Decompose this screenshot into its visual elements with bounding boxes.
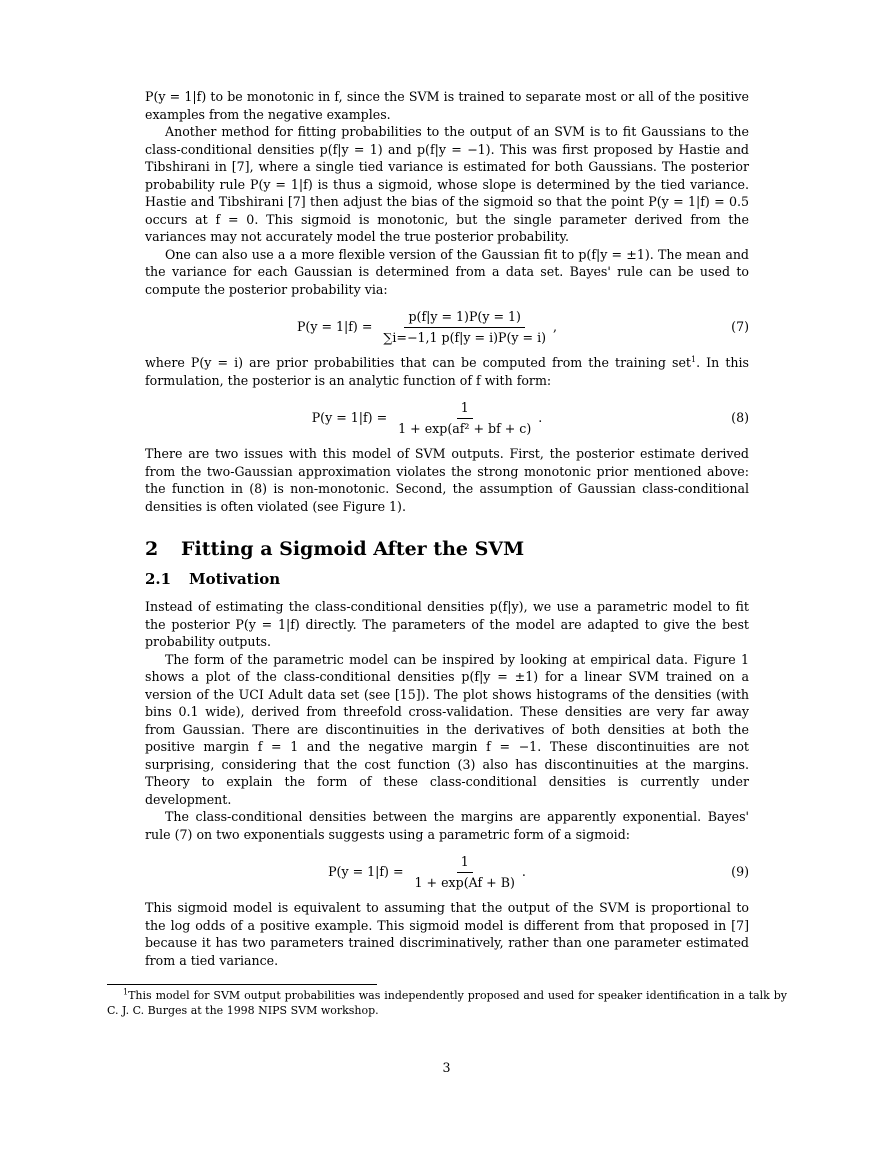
equation-8-numerator: 1 (457, 399, 473, 419)
page-body (145, 88, 749, 969)
equation-7-fraction (379, 308, 550, 346)
equation-8-fraction (394, 399, 535, 437)
equation-8-label: (8) (731, 410, 749, 425)
section-title: Fitting a Sigmoid After the SVM (181, 538, 525, 560)
paragraph-9: This sigmoid model is equivalent to assuming that the output of the SVM is proportional to the log odds of a positive example. This sigmoid model is different from that proposed in [7] because it has two parameters trained discriminatively, rather than one parameter estimated from a tied variance. (145, 900, 749, 968)
section-number: 2 (145, 538, 159, 560)
subsection-title: Motivation (189, 569, 281, 588)
equation-8-denominator: 1 + exp(af² + bf + c) (398, 420, 532, 436)
footnote-rule (107, 984, 377, 985)
page-number: 3 (442, 1060, 451, 1075)
paragraph-4-part-b: . In this formulation, the posterior is an analytic function of f with form: (145, 355, 750, 388)
paragraph-8: The class-conditional densities between the margins are apparently exponential. Bayes' rule (7) on two exponentials suggests using a parametric form of a sigmoid: (145, 809, 749, 842)
equation-9-trail: . (521, 864, 526, 880)
subsection-number: 2.1 (145, 569, 172, 588)
equation-7-numerator: p(f|y = 1)P(y = 1) (404, 308, 524, 328)
footnote-mark: 1 (123, 987, 129, 997)
paragraph-1: P(y = 1|f) to be monotonic in f, since the SVM is trained to separate most or all of the positive examples from the negative examples. (145, 89, 749, 122)
subsection-heading (145, 571, 749, 589)
footnote-text: This model for SVM output probabilities was independently proposed and used for speaker identification in a talk by C. J. C. Burges at the 1998 NIPS SVM workshop. (107, 989, 787, 1017)
equation-7-trail: , (553, 319, 558, 335)
equation-7-label: (7) (731, 319, 749, 334)
paragraph-4 (145, 354, 749, 389)
footnote (107, 988, 787, 1018)
section-heading (145, 538, 749, 560)
paragraph-2: Another method for fitting probabilities to the output of an SVM is to fit Gaussians to the class-conditional densities p(f|y = 1) and p(f|y = −1). This was first proposed by Hastie and Tibshirani in [7], where a single tied variance is estimated for both Gaussians. The posterior probability rule P(y = 1|f) is thus a sigmoid, whose slope is determined by the tied variance. Hastie and Tibshirani [7] then adjust the bias of the sigmoid so that the point P(y = 1|f) = 0.5 occurs at f = 0. This sigmoid is monotonic, but the single parameter derived from the variances may not accurately model the true posterior probability. (145, 124, 749, 244)
equation-7-denominator: ∑i=−1,1 p(f|y = i)P(y = i) (383, 329, 547, 345)
equation-9-denominator: 1 + exp(Af + B) (414, 874, 515, 890)
equation-9-label: (9) (731, 864, 749, 879)
equation-9-numerator: 1 (457, 853, 473, 873)
equation-8-trail: . (538, 410, 543, 426)
footnote-marker: 1 (691, 354, 697, 364)
equation-9 (145, 849, 749, 895)
equation-7-lhs: P(y = 1|f) = (296, 319, 373, 335)
equation-8 (145, 395, 749, 441)
paragraph-6: Instead of estimating the class-conditional densities p(f|y), we use a parametric model to fit the posterior P(y = 1|f) directly. The parameters of the model are adapted to give the best probability outputs. (145, 599, 749, 649)
equation-9-fraction (411, 853, 519, 891)
paragraph-7: The form of the parametric model can be inspired by looking at empirical data. Figure 1 shows a plot of the class-conditional densities p(f|y = ±1) for a linear SVM trained on a version of the UCI Adult data set (see [15]). The plot shows histograms of the densities (with bins 0.1 wide), derived from threefold cross-validation. These densities are very far away from Gaussian. There are discontinuities in the derivatives of both densities at both the positive margin f = 1 and the negative margin f = −1. These discontinuities are not surprising, considering that the cost function (3) also has discontinuities at the margins. Theory to explain the form of these class-conditional densities is currently under development. (145, 651, 749, 807)
paragraph-3: One can also use a a more flexible version of the Gaussian fit to p(f|y = ±1). The mean and the variance for each Gaussian is determined from a data set. Bayes' rule can be used to compute the posterior probability via: (145, 246, 749, 297)
equation-9-lhs: P(y = 1|f) = (328, 864, 404, 880)
equation-7 (145, 304, 749, 350)
paragraph-4-part-a: where P(y = i) are prior probabilities that can be computed from the training set (145, 355, 691, 370)
equation-8-lhs: P(y = 1|f) = (311, 410, 388, 426)
paragraph-5: There are two issues with this model of SVM outputs. First, the posterior estimate derived from the two-Gaussian approximation violates the strong monotonic prior mentioned above: the function in (8) is non-monotonic. Second, the assumption of Gaussian class-conditional densities is often violated (see Figure 1). (145, 446, 749, 514)
